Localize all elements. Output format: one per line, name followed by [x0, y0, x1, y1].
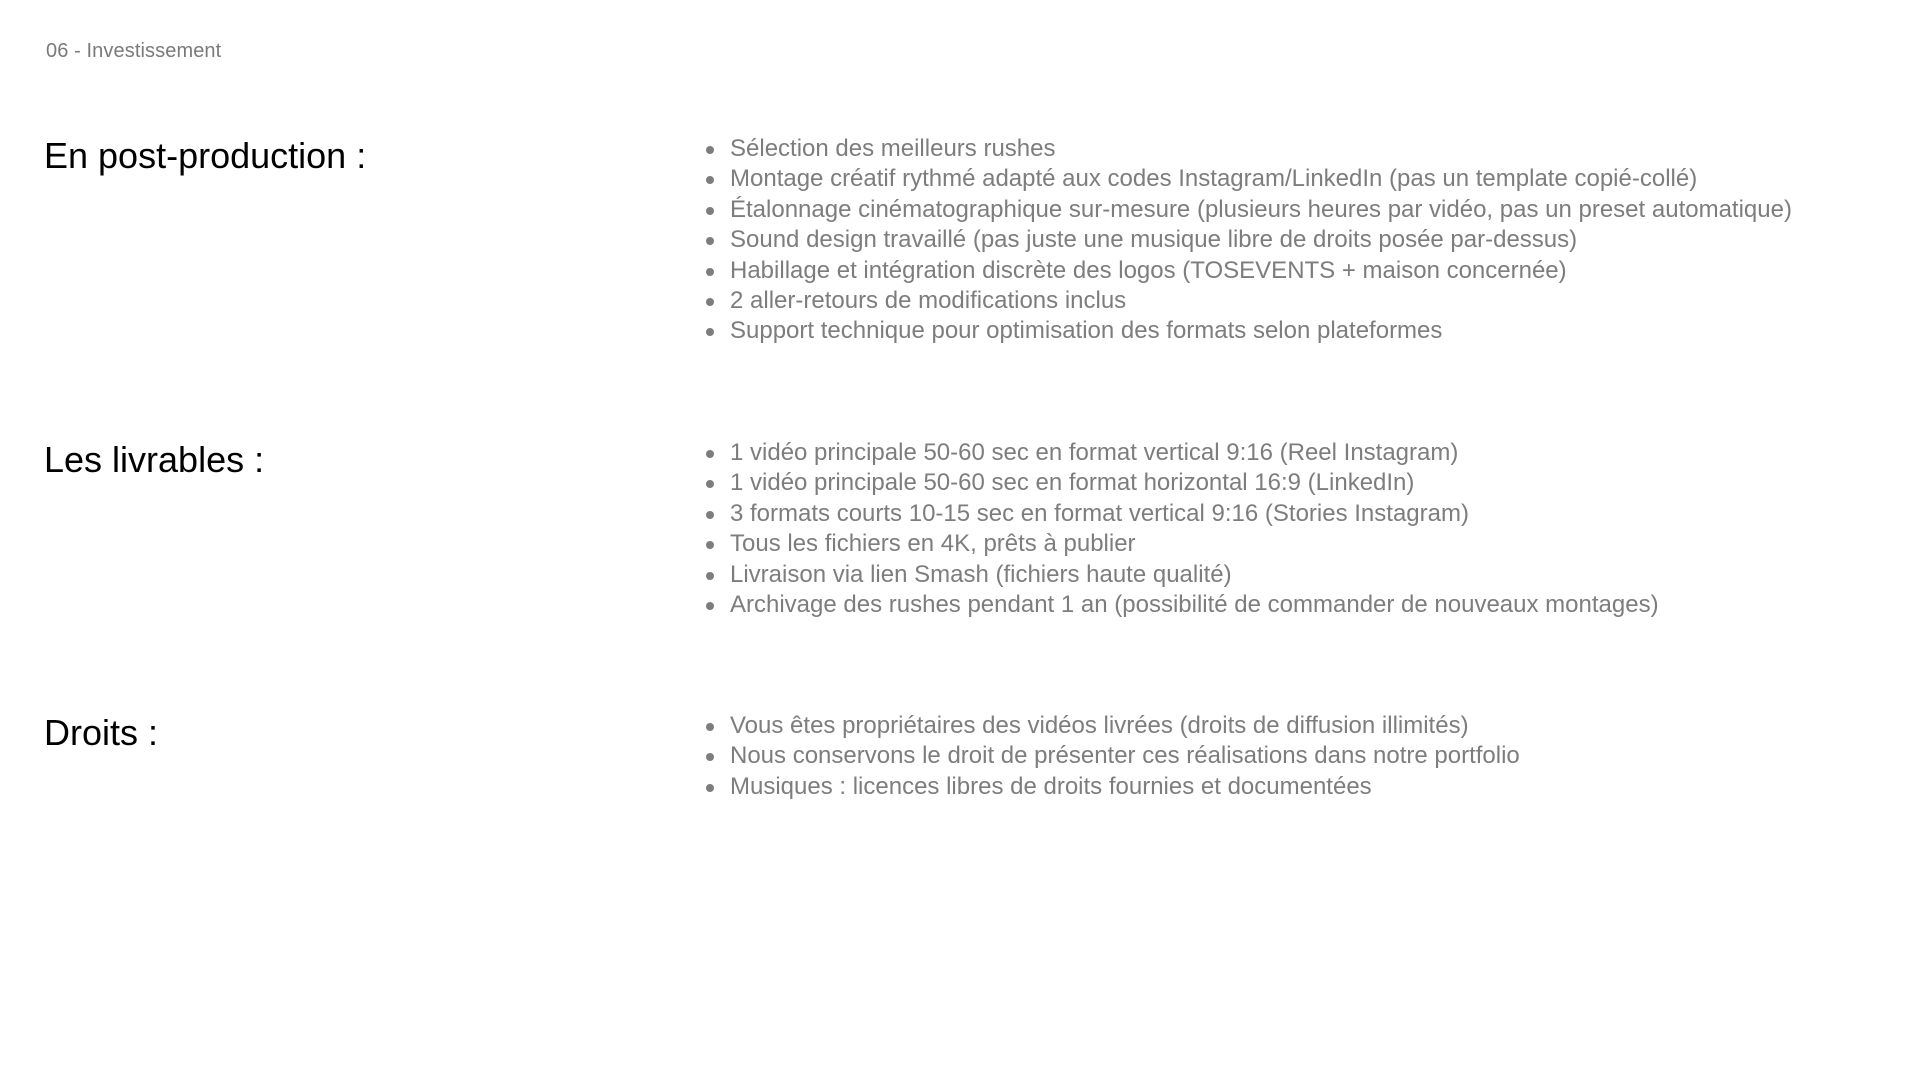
bullet-icon — [706, 541, 714, 549]
bullet-icon — [706, 723, 714, 731]
list-item-text: Habillage et intégration discrète des logos (TOSEVENTS + maison concernée) — [730, 256, 1567, 284]
bullet-icon — [706, 511, 714, 519]
section-title-post-production: En post-production : — [44, 135, 367, 176]
list-item-text: Musiques : licences libres de droits fournies et documentées — [730, 772, 1372, 800]
list-item-text: 2 aller-retours de modifications inclus — [730, 287, 1127, 315]
bullet-icon — [706, 480, 714, 488]
list-item-text: Support technique pour optimisation des formats selon plateformes — [730, 317, 1443, 345]
list-item-text: Archivage des rushes pendant 1 an (possibilité de commander de nouveaux montages) — [730, 591, 1659, 619]
bullet-icon — [706, 753, 714, 761]
list-item — [706, 711, 1520, 741]
list-item — [706, 134, 1792, 164]
list-item — [706, 438, 1659, 468]
list-item-text: Livraison via lien Smash (fichiers haute qualité) — [730, 560, 1232, 588]
list-item-text: Sélection des meilleurs rushes — [730, 135, 1056, 162]
bullet-icon — [706, 450, 714, 458]
list-item — [706, 590, 1659, 620]
list-item — [706, 316, 1792, 346]
bullet-icon — [706, 176, 714, 184]
list-item — [706, 286, 1792, 316]
bullet-icon — [706, 298, 714, 306]
list-item-text: Nous conservons le droit de présenter ces réalisations dans notre portfolio — [730, 742, 1520, 770]
list-item — [706, 772, 1520, 802]
bullet-icon — [706, 602, 714, 610]
list-item — [706, 499, 1659, 529]
bullet-icon — [706, 207, 714, 215]
livrables-list — [706, 438, 1659, 620]
list-item — [706, 225, 1792, 255]
bullet-icon — [706, 237, 714, 245]
list-item — [706, 741, 1520, 771]
bullet-icon — [706, 784, 714, 792]
list-item-text: Vous êtes propriétaires des vidéos livrées (droits de diffusion illimités) — [730, 712, 1469, 739]
list-item — [706, 529, 1659, 559]
section-title-droits: Droits : — [44, 712, 159, 753]
list-item-text: Étalonnage cinématographique sur-mesure (plusieurs heures par vidéo, pas un preset automatique) — [730, 195, 1792, 223]
bullet-icon — [706, 572, 714, 580]
section-title-livrables: Les livrables : — [44, 439, 265, 480]
page-label: 06 - Investissement — [46, 40, 222, 62]
bullet-icon — [706, 328, 714, 336]
list-item — [706, 468, 1659, 498]
list-item-text: 3 formats courts 10-15 sec en format vertical 9:16 (Stories Instagram) — [730, 499, 1469, 527]
list-item — [706, 256, 1792, 286]
list-item — [706, 560, 1659, 590]
bullet-icon — [706, 268, 714, 276]
list-item-text: 1 vidéo principale 50-60 sec en format horizontal 16:9 (LinkedIn) — [730, 469, 1415, 497]
list-item-text: Sound design travaillé (pas juste une musique libre de droits posée par-dessus) — [730, 226, 1578, 254]
droits-list — [706, 711, 1520, 802]
list-item — [706, 164, 1792, 194]
list-item-text: Tous les fichiers en 4K, prêts à publier — [730, 530, 1136, 558]
bullet-icon — [706, 146, 714, 154]
post-production-list — [706, 134, 1792, 347]
list-item-text: Montage créatif rythmé adapté aux codes Instagram/LinkedIn (pas un template copié-collé) — [730, 165, 1698, 193]
list-item-text: 1 vidéo principale 50-60 sec en format vertical 9:16 (Reel Instagram) — [730, 439, 1459, 466]
list-item — [706, 195, 1792, 225]
